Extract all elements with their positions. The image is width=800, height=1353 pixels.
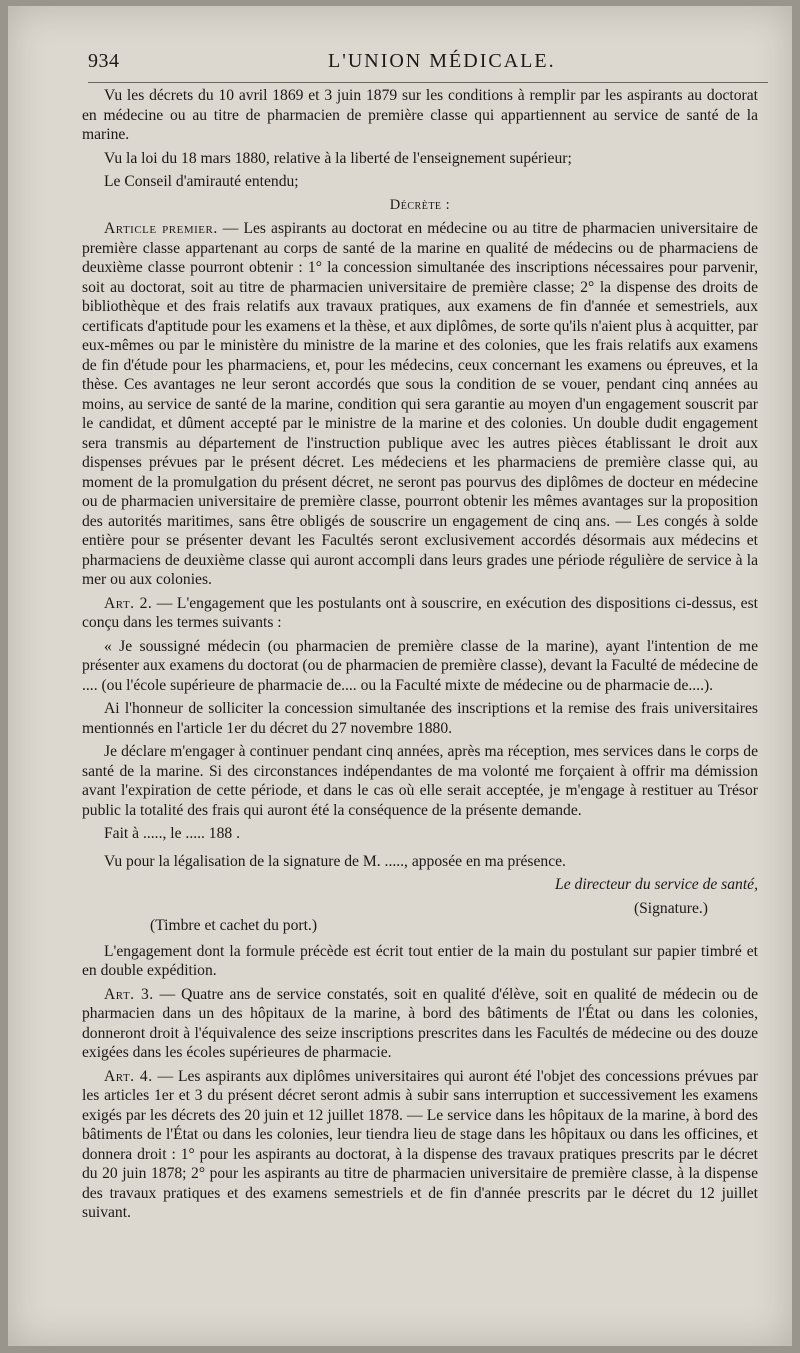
article-4 xyxy=(82,1067,758,1223)
formula-paragraph-3: Je déclare m'engager à continuer pendant cinq années, après ma réception, mes services dans le corps de santé de la marine. Si des circonstances indépendantes de ma volonté me forçaient à offrir ma démission avant l'expiration de cette période, et dans le cas où elle serait acceptée, je m'engage à restituer au Trésor public la totalité des frais qui auront été la conséquence de la présente demande. xyxy=(82,743,758,819)
paragraph-engagement: L'engagement dont la formule précède est écrit tout entier de la main du postulant sur papier timbré et en double expédition. xyxy=(82,942,758,979)
decrete-heading: Décrète : xyxy=(389,196,451,213)
formula-paragraph-2: Ai l'honneur de solliciter la concession simultanée des inscriptions et la remise des frais universitaires mentionnés en l'article 1er du décret du 27 novembre 1880. xyxy=(82,700,758,737)
paragraph-conseil: Le Conseil d'amirauté entendu; xyxy=(104,173,299,190)
directeur-line: Le directeur du service de santé, xyxy=(555,876,758,893)
header-rule xyxy=(88,82,768,83)
fait-line: Fait à ....., le ..... 188 . xyxy=(104,825,240,842)
article-1-text: — Les aspirants au doctorat en médecine ou au titre de pharmacien universitaire de première classe appartenant au corps de santé de la marine en qualité de médecins ou de pharmaciens de deuxième classe pourront obtenir : 1° la concession simultanée des inscriptions nécessaires pour parvenir, soit au doctorat, soit au titre de pharmacien universitaire de première classe; 2° la dispense des droits de bibliothèque et des frais relatifs aux travaux pratiques, aux examens de fin d'année et semestriels, aux certificats d'aptitude pour les examens et la thèse, et aux diplômes, de sorte qu'ils n'aient plus à acquitter, par eux-mêmes ou par le ministère du ministre de la marine et des colonies, que les frais relatifs aux examens de fin d'étude pour les pharmaciens, et, pour les médecins, ceux concernant les examens ou épreuves, et la thèse. Ces avantages ne leur seront accordés que sous la condition de se vouer, pendant cinq années au moins, au service de santé de la marine, condition qui sera garantie au moyen d'un engagement souscrit par le candidat, et dûment accepté par le ministre de la marine et des colonies. Un double dudit engagement sera transmis au département de l'instruction publique avec les autres pièces établissant le droit aux dispenses prévues par le présent décret. Les médeciens et les pharmaciens de première classe qui, au moment de la promulgation du présent décret, ne seront pas pourvus des diplômes de docteur en médecine ou de pharmacien universitaire de première classe, pourront obtenir les mêmes avantages sur la proposition des autorités maritimes, sans être obligés de souscrire un engagement de cinq ans. — Les congés à solde entière pour se présenter devant les Facultés seront exclusivement accordés désormais aux médecins et pharmaciens de deuxième classe qui auront accompli dans leurs grades une période régulière de service à la mer ou aux colonies. xyxy=(82,220,758,588)
article-4-label: Art. 4. xyxy=(104,1067,153,1085)
article-3-text: — Quatre ans de service constatés, soit en qualité d'élève, soit en qualité de médecin ou de pharmacien dans un des hôpitaux de la marine, à bord des bâtiments de l'État ou dans les colonies, donneront droit à l'équivalence des seize inscriptions prescrites dans les Facultés de médecine ou des douze exigées dans les écoles supérieures de pharmacie. xyxy=(82,985,759,1061)
document-body xyxy=(82,86,758,1227)
legalisation-line: Vu pour la légalisation de la signature de M. ....., apposée en ma présence. xyxy=(104,852,566,870)
page-header xyxy=(88,46,768,76)
formula-paragraph-1: « Je soussigné médecin (ou pharmacien de première classe de la marine), ayant l'intention de me présenter aux examens du doctorat (ou de pharmacien de première classe), devant la Faculté de médecine de .... (ou l'école supérieure de pharmacie de.... ou la Faculté mixte de médecine ou de pharmacie de....). xyxy=(82,637,758,694)
page-number: 934 xyxy=(88,50,120,72)
article-1 xyxy=(82,219,758,590)
running-title: L'UNION MÉDICALE. xyxy=(328,50,556,72)
paragraph-loi: Vu la loi du 18 mars 1880, relative à la liberté de l'enseignement supérieur; xyxy=(104,149,572,167)
paragraph-decrets: Vu les décrets du 10 avril 1869 et 3 juin 1879 sur les conditions à remplir par les aspirants au doctorat en médecine ou au titre de pharmacien de première classe qui appartiennent au service de santé de la marine. xyxy=(82,87,758,143)
article-3-label: Art. 3. xyxy=(104,985,154,1003)
signature-line: (Signature.) xyxy=(633,899,708,917)
article-2-label: Art. 2. xyxy=(104,594,153,612)
article-3 xyxy=(82,985,758,1063)
article-4-text: — Les aspirants aux diplômes universitaires qui auront été l'objet des concessions prévues par les articles 1er et 3 du présent décret seront admis à subir sans interruption et successivement les examens exigés par les décrets des 20 juin et 12 juillet 1878. — Le service dans les hôpitaux de la marine, à bord des bâtiments de l'État ou dans les colonies, leur tiendra lieu de stage dans les hôpitaux ou dans les officines, et donnera droit : 1° pour les aspirants au doctorat, à la dispense des travaux pratiques prescrits par le décret du 20 juin 1878; 2° pour les aspirants au titre de pharmacien universitaire de première classe, à la dispense des travaux pratiques et des examens semestriels et de fin d'année prescrits par le décret du 12 juillet suivant. xyxy=(82,1067,758,1221)
timbre-line: (Timbre et cachet du port.) xyxy=(150,917,318,934)
article-1-label: Article premier. xyxy=(104,220,218,237)
article-2 xyxy=(82,594,758,633)
article-2-text: — L'engagement que les postulants ont à souscrire, en exécution des dispositions ci-dessus, est conçu dans les termes suivants : xyxy=(82,594,758,631)
